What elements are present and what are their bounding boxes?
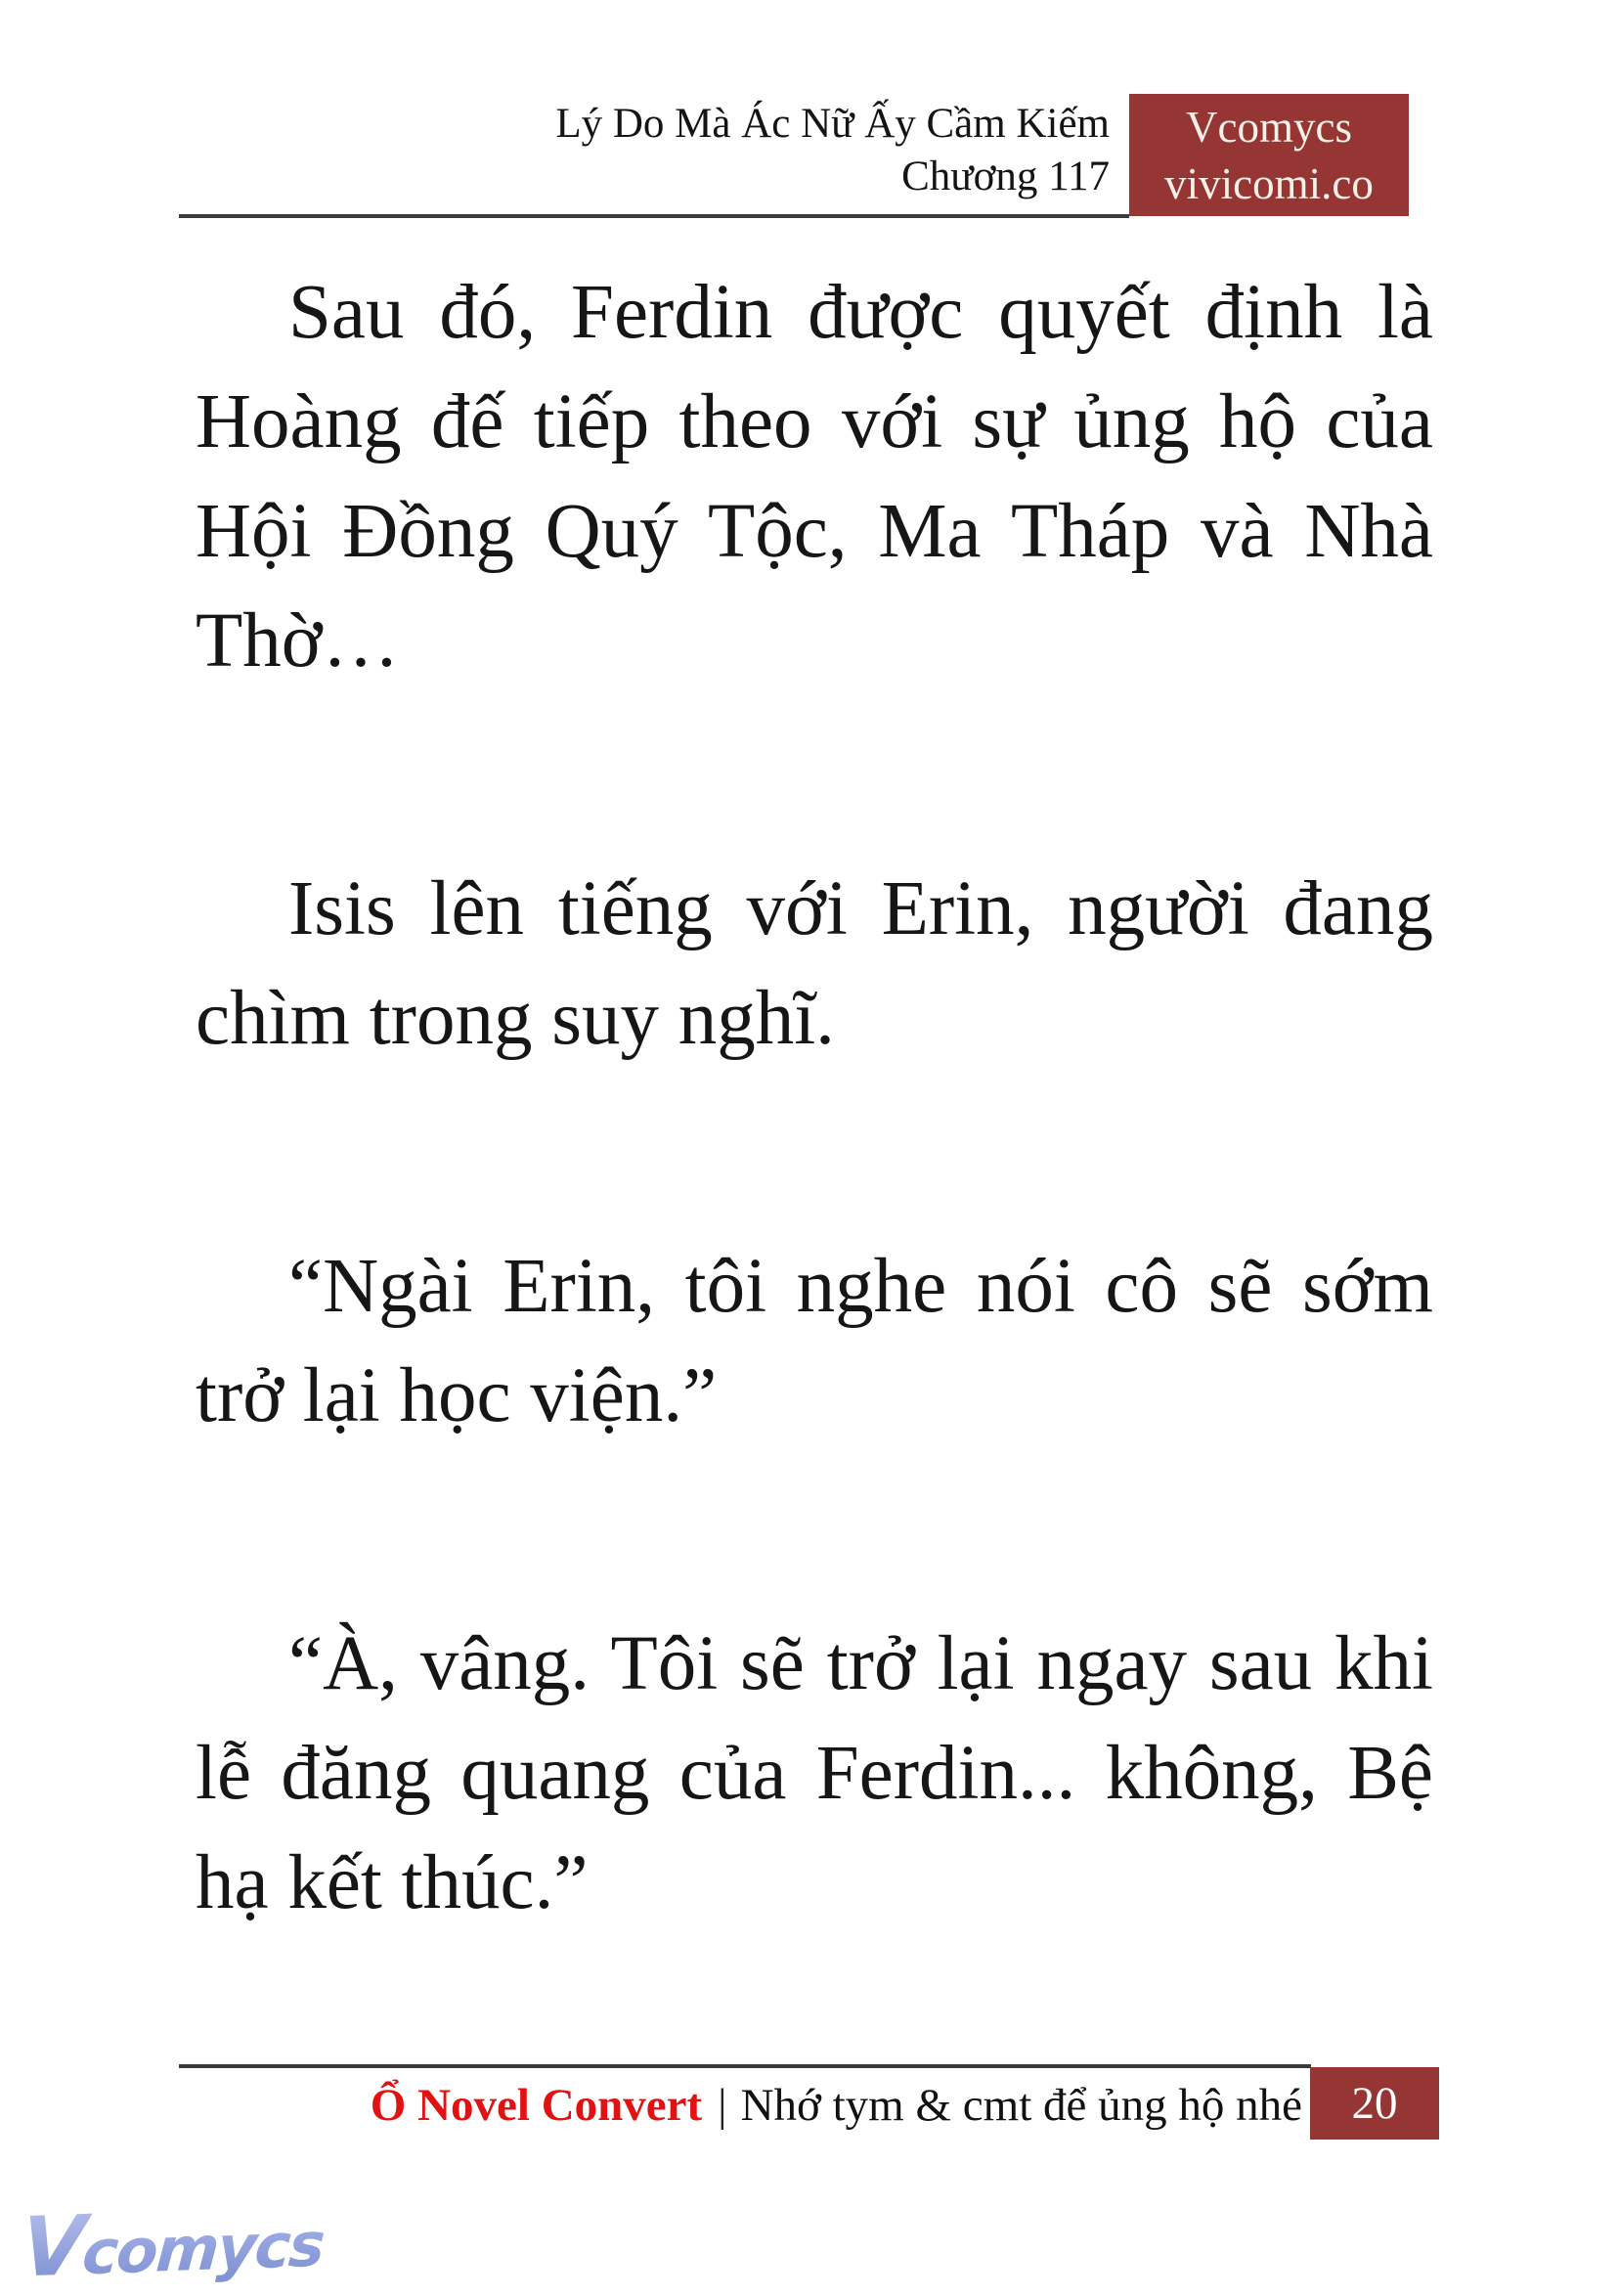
footer-separator: | (718, 2080, 727, 2131)
header-divider (179, 214, 1129, 218)
header (555, 98, 1110, 203)
footer-divider (179, 2064, 1311, 2068)
brand-site: vivicomi.co (1164, 158, 1374, 208)
body-text (196, 258, 1433, 1938)
paragraph-1: Sau đó, Ferdin được quyết định là Hoàng đế tiếp theo với sự ủng hộ của Hội Đồng Quý Tộc, Ma Tháp và Nhà Thờ… (196, 270, 1433, 684)
vcomycs-watermark-logo: Vcomycs (19, 2188, 328, 2295)
chapter-label: Chương 117 (901, 154, 1110, 199)
page-number: 20 (1351, 2078, 1398, 2129)
page-number-badge (1310, 2067, 1439, 2140)
footer-note: Nhớ tym & cmt để ủng hộ nhé (740, 2080, 1302, 2131)
brand-box (1129, 94, 1409, 216)
footer (371, 2077, 1302, 2134)
brand-name: Vcomycs (1186, 102, 1352, 152)
paragraph-4: “À, vâng. Tôi sẽ trở lại ngay sau khi lễ đăng quang của Ferdin... không, Bệ hạ kết thúc.” (196, 1621, 1433, 1925)
book-title: Lý Do Mà Ác Nữ Ấy Cầm Kiếm (555, 101, 1110, 147)
footer-brand-label: Ổ Novel Convert (370, 2080, 703, 2131)
paragraph-2: Isis lên tiếng với Erin, người đang chìm trong suy nghĩ. (196, 866, 1433, 1061)
paragraph-3: “Ngài Erin, tôi nghe nói cô sẽ sớm trở lại học viện.” (196, 1244, 1433, 1438)
